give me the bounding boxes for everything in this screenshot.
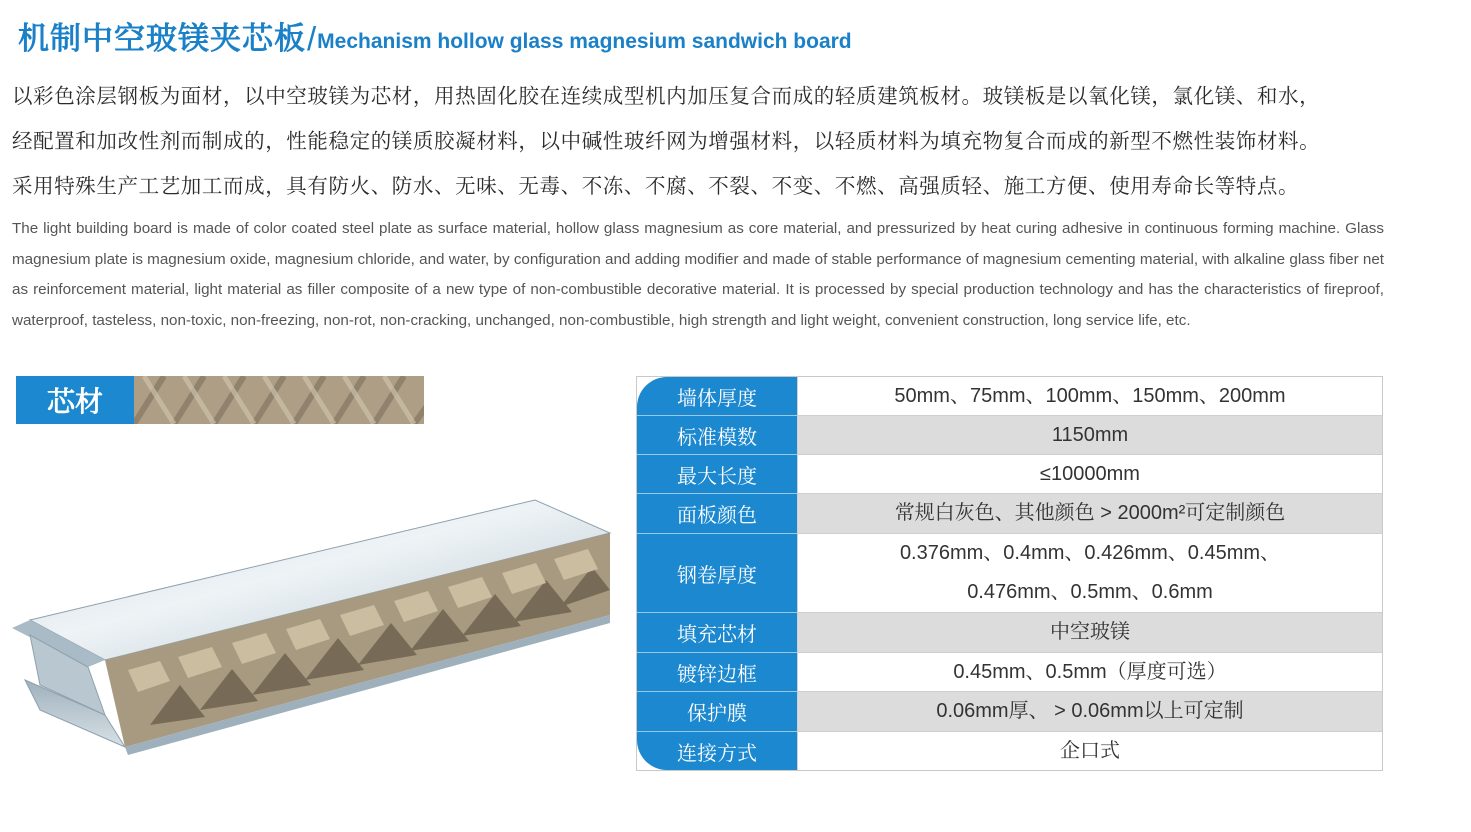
spec-value — [797, 613, 1382, 653]
spec-label: 面板颜色 — [637, 494, 797, 534]
sandwich-board-graphic — [10, 495, 615, 755]
spec-label: 镀锌边框 — [637, 653, 797, 692]
spec-value-line: ≤10000mm — [1040, 462, 1140, 485]
spec-value-line: 企口式 — [1060, 739, 1120, 762]
spec-label: 填充芯材 — [637, 613, 797, 653]
core-material-label: 芯材 — [16, 376, 134, 424]
page-title — [18, 14, 852, 58]
title-english: Mechanism hollow glass magnesium sandwich board — [317, 30, 852, 53]
spec-value — [797, 534, 1382, 613]
spec-value — [797, 653, 1382, 692]
spec-row-filling-core — [637, 613, 1382, 653]
spec-value-line: 常规白灰色、其他颜色 > 2000m²可定制颜色 — [894, 502, 1286, 524]
spec-row-standard-module — [637, 416, 1382, 455]
description-chinese — [12, 74, 1392, 209]
spec-row-wall-thickness — [637, 377, 1382, 416]
spec-row-galvanized-frame — [637, 653, 1382, 692]
spec-label: 墙体厚度 — [637, 377, 797, 416]
spec-label: 最大长度 — [637, 455, 797, 494]
description-cn-line: 以彩色涂层钢板为面材，以中空玻镁为芯材，用热固化胶在连续成型机内加压复合而成的轻质建筑板材。玻镁板是以氧化镁，氯化镁、和水， — [12, 85, 1321, 108]
spec-value-line: 0.45mm、0.5mm（厚度可选） — [953, 660, 1227, 683]
spec-row-panel-color — [637, 494, 1382, 534]
specification-table — [636, 376, 1383, 771]
title-separator: / — [307, 20, 317, 57]
spec-value — [797, 455, 1382, 494]
spec-row-connection-method — [637, 732, 1382, 770]
spec-label: 钢卷厚度 — [637, 534, 797, 613]
spec-value — [797, 494, 1382, 534]
spec-value — [797, 416, 1382, 455]
spec-row-coil-thickness — [637, 534, 1382, 613]
spec-value-line: 中空玻镁 — [1050, 621, 1130, 643]
spec-value — [797, 377, 1382, 416]
spec-value-line: 0.376mm、0.4mm、0.426mm、0.45mm、 — [899, 542, 1281, 564]
description-cn-line: 采用特殊生产工艺加工而成，具有防火、防水、无味、无毒、不冻、不腐、不裂、不变、不燃、高强质轻、施工方便、使用寿命长等特点。 — [12, 175, 1300, 198]
spec-value-line: 0.476mm、0.5mm、0.6mm — [967, 581, 1213, 603]
description-cn-line: 经配置和加改性剂而制成的，性能稳定的镁质胶凝材料，以中碱性玻纤网为增强材料，以轻质材料为填充物复合而成的新型不燃性装饰材料。 — [12, 130, 1321, 153]
core-texture-graphic — [134, 376, 424, 424]
sandwich-board-illustration — [10, 495, 615, 760]
spec-value-line: 50mm、75mm、100mm、150mm、200mm — [894, 384, 1286, 407]
spec-row-protective-film — [637, 692, 1382, 732]
core-material-sample-image — [134, 376, 424, 424]
spec-label: 保护膜 — [637, 692, 797, 732]
title-chinese: 机制中空玻镁夹芯板 — [18, 21, 306, 56]
description-english: The light building board is made of color coated steel plate as surface material, hollow glass magnesium as core material, and pressurized by heat curing adhesive in continuous forming machine. Glass magnesium plate is magnesium oxide, magnesium chloride, and water, by configuration and adding modifier and made of stable performance of magnesium cementing material, with alkaline glass fiber net as reinforcement material, light material as filler composite of a new type of non-combustible decorative material. It is processed by special production technology and has the characteristics of fireproof, waterproof, tasteless, non-toxic, non-freezing, non-rot, non-cracking, unchanged, non-combustible, high strength and light weight, convenient construction, long service life, etc. — [12, 220, 1384, 329]
spec-label: 标准模数 — [637, 416, 797, 455]
spec-value-line: 1150mm — [1051, 423, 1129, 446]
spec-value — [797, 732, 1382, 770]
spec-label: 连接方式 — [677, 742, 757, 765]
spec-row-max-length — [637, 455, 1382, 494]
spec-value-line: 0.06mm厚、 > 0.06mm以上可定制 — [936, 700, 1244, 722]
spec-value — [797, 692, 1382, 732]
